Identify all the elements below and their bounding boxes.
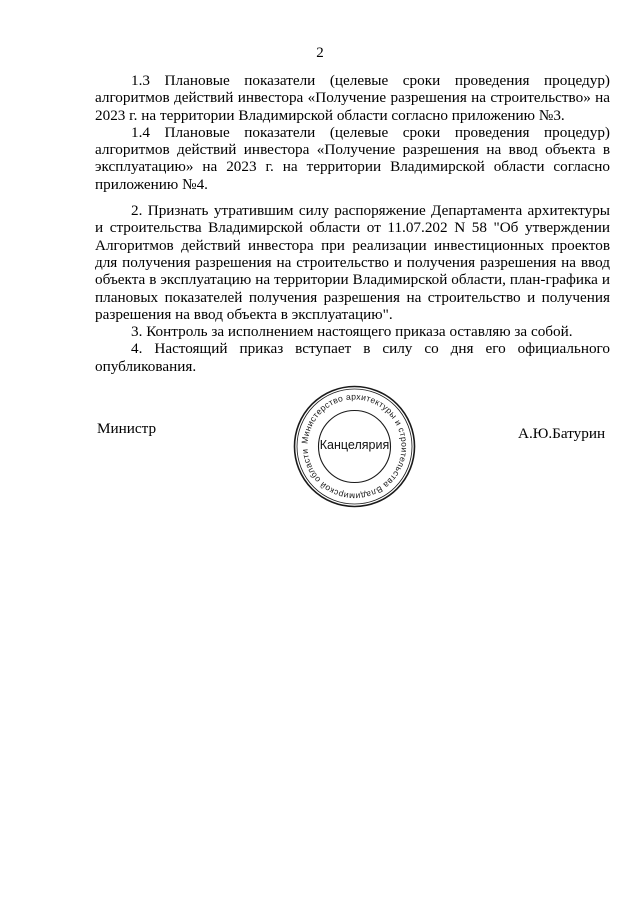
stamp-ring-text: Министерство архитектуры и строительства Владимирской области — [299, 391, 410, 502]
stamp-center-text: Канцелярия — [319, 438, 390, 452]
order-body — [95, 72, 610, 375]
paragraph-2: 2. Признать утратившим силу распоряжение Департамента архитектуры и строительства Владимирской области от 11.07.202 N 58 "Об утверждении Алгоритмов действий инвестора при реализации инвестиционных проектов для получения разрешения на строительство и получения разрешения на ввод объекта в эксплуатацию на территории Владимирской области, план-графика и плановых показателей получения разрешения на строительство и получения разрешения на ввод объекта в эксплуатацию". — [95, 202, 610, 323]
signatory-name: А.Ю.Батурин — [518, 425, 606, 442]
paragraph-4: 4. Настоящий приказ вступает в силу со дня его официального опубликования. — [95, 340, 610, 375]
signatory-position: Министр — [97, 420, 157, 437]
page-number: 2 — [316, 45, 324, 61]
paragraph-3: 3. Контроль за исполнением настоящего приказа оставляю за собой. — [131, 323, 573, 341]
paragraph-1-3: 1.3 Плановые показатели (целевые сроки проведения процедур) алгоритмов действий инвестора «Получение разрешения на строительство» на 2023 г. на территории Владимирской области согласно приложению №3. — [95, 72, 610, 124]
office-stamp — [292, 384, 417, 509]
paragraph-1-4: 1.4 Плановые показатели (целевые сроки проведения процедур) алгоритмов действий инвестора «Получение разрешения на ввод объекта в эксплуатацию» на 2023 г. на территории Владимирской области согласно приложению №4. — [95, 123, 610, 193]
